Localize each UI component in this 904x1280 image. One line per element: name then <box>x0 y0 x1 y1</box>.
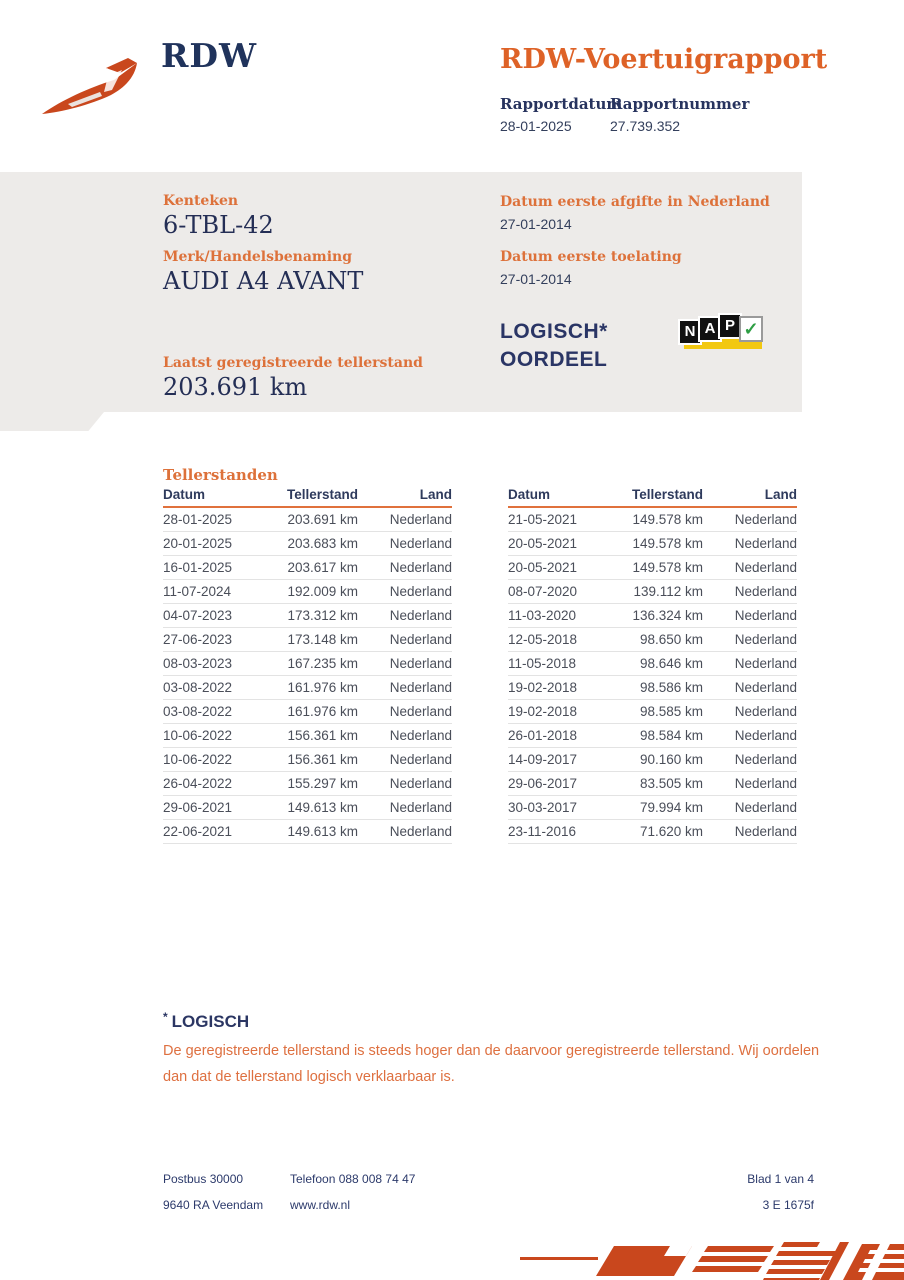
table-header-row <box>163 487 452 507</box>
table-row <box>163 652 452 676</box>
table-cell: 155.297 km <box>265 772 358 796</box>
report-date-value: 28-01-2025 <box>500 118 572 134</box>
table-row <box>508 700 797 724</box>
column-header-tellerstand: Tellerstand <box>265 487 358 507</box>
column-header-land: Land <box>358 487 452 507</box>
footnote-asterisk: * <box>163 1010 168 1024</box>
table-cell: Nederland <box>703 652 797 676</box>
tellerstanden-table-right <box>508 487 797 844</box>
table-cell: 149.578 km <box>610 556 703 580</box>
column-header-datum: Datum <box>508 487 610 507</box>
table-cell: 161.976 km <box>265 676 358 700</box>
table-cell: Nederland <box>703 748 797 772</box>
table-row <box>508 748 797 772</box>
table-row <box>163 628 452 652</box>
table-cell: 26-04-2022 <box>163 772 265 796</box>
eerste-toelating-value: 27-01-2014 <box>500 271 572 287</box>
table-cell: 11-05-2018 <box>508 652 610 676</box>
footnote-title <box>163 1010 249 1032</box>
table-cell: 10-06-2022 <box>163 748 265 772</box>
table-cell: 203.691 km <box>265 507 358 532</box>
table-cell: 83.505 km <box>610 772 703 796</box>
table-row <box>163 748 452 772</box>
table-row <box>163 556 452 580</box>
nap-letter-a: A <box>698 316 722 342</box>
oordeel-line1: LOGISCH* <box>500 320 608 343</box>
table-cell: 167.235 km <box>265 652 358 676</box>
table-cell: 04-07-2023 <box>163 604 265 628</box>
eerste-afgifte-label: Datum eerste afgifte in Nederland <box>500 194 770 210</box>
table-row <box>508 676 797 700</box>
table-cell: 156.361 km <box>265 724 358 748</box>
table-row <box>163 700 452 724</box>
table-cell: 27-06-2023 <box>163 628 265 652</box>
footer-address-line2: 9640 RA Veendam <box>163 1198 264 1212</box>
table-cell: Nederland <box>358 628 452 652</box>
column-header-land: Land <box>703 487 797 507</box>
table-cell: Nederland <box>358 676 452 700</box>
table-cell: Nederland <box>358 580 452 604</box>
eerste-afgifte-value: 27-01-2014 <box>500 216 572 232</box>
table-cell: 79.994 km <box>610 796 703 820</box>
table-cell: 98.650 km <box>610 628 703 652</box>
table-cell: Nederland <box>703 724 797 748</box>
table-cell: 20-05-2021 <box>508 556 610 580</box>
table-cell: 19-02-2018 <box>508 700 610 724</box>
table-cell: Nederland <box>358 724 452 748</box>
nap-letter-p: P <box>718 313 742 339</box>
table-cell: Nederland <box>703 556 797 580</box>
kenteken-label: Kenteken <box>163 193 239 209</box>
table-cell: 08-03-2023 <box>163 652 265 676</box>
oordeel-verdict <box>500 318 608 374</box>
table-cell: 98.585 km <box>610 700 703 724</box>
table-cell: Nederland <box>703 628 797 652</box>
table-cell: Nederland <box>358 700 452 724</box>
eerste-toelating-label: Datum eerste toelating <box>500 249 682 265</box>
table-cell: Nederland <box>358 556 452 580</box>
table-cell: 149.613 km <box>265 796 358 820</box>
table-cell: Nederland <box>358 748 452 772</box>
table-cell: Nederland <box>703 532 797 556</box>
table-cell: 149.613 km <box>265 820 358 844</box>
footer-doc-code: 3 E 1675f <box>762 1198 814 1212</box>
column-header-datum: Datum <box>163 487 265 507</box>
table-row <box>163 820 452 844</box>
table-cell: 173.148 km <box>265 628 358 652</box>
merk-value: AUDI A4 AVANT <box>163 267 364 295</box>
table-cell: 03-08-2022 <box>163 676 265 700</box>
tellerstanden-heading: Tellerstanden <box>163 466 278 484</box>
table-cell: 10-06-2022 <box>163 724 265 748</box>
table-row <box>163 676 452 700</box>
table-cell: 173.312 km <box>265 604 358 628</box>
table-cell: 12-05-2018 <box>508 628 610 652</box>
report-number-label: Rapportnummer <box>610 95 750 113</box>
table-cell: 71.620 km <box>610 820 703 844</box>
table-row <box>508 628 797 652</box>
table-cell: 149.578 km <box>610 532 703 556</box>
laatste-tellerstand-value: 203.691 km <box>163 373 308 401</box>
table-row <box>163 580 452 604</box>
table-cell: 20-01-2025 <box>163 532 265 556</box>
table-cell: 29-06-2017 <box>508 772 610 796</box>
table-cell: 203.617 km <box>265 556 358 580</box>
table-cell: 20-05-2021 <box>508 532 610 556</box>
nap-logo <box>678 311 764 353</box>
table-cell: Nederland <box>703 676 797 700</box>
table-cell: 23-11-2016 <box>508 820 610 844</box>
table-cell: 98.646 km <box>610 652 703 676</box>
rdw-wordmark: RDW <box>161 36 258 75</box>
summary-panel-tail <box>0 412 104 431</box>
rdw-feather-logo-icon <box>38 52 150 118</box>
table-cell: Nederland <box>703 580 797 604</box>
table-cell: 90.160 km <box>610 748 703 772</box>
report-date-label: Rapportdatum <box>500 95 623 113</box>
table-row <box>163 772 452 796</box>
table-row <box>163 507 452 532</box>
table-cell: Nederland <box>703 820 797 844</box>
table-cell: 26-01-2018 <box>508 724 610 748</box>
table-row <box>163 724 452 748</box>
table-cell: 21-05-2021 <box>508 507 610 532</box>
table-row <box>508 604 797 628</box>
footer-website[interactable]: www.rdw.nl <box>290 1198 351 1212</box>
table-row <box>163 532 452 556</box>
rdw-speed-stripes-graphic <box>520 1240 904 1280</box>
table-row <box>163 604 452 628</box>
table-header-row <box>508 487 797 507</box>
oordeel-line2: OORDEEL <box>500 348 608 371</box>
table-cell: 30-03-2017 <box>508 796 610 820</box>
table-cell: 03-08-2022 <box>163 700 265 724</box>
footer-phone: Telefoon 088 008 74 47 <box>290 1172 416 1186</box>
table-cell: 22-06-2021 <box>163 820 265 844</box>
column-header-tellerstand: Tellerstand <box>610 487 703 507</box>
table-cell: 29-06-2021 <box>163 796 265 820</box>
table-cell: 98.586 km <box>610 676 703 700</box>
nap-checkmark-icon: ✓ <box>739 316 763 342</box>
table-cell: 16-01-2025 <box>163 556 265 580</box>
laatste-tellerstand-label: Laatst geregistreerde tellerstand <box>163 355 423 371</box>
table-row <box>508 556 797 580</box>
footer-address-line1: Postbus 30000 <box>163 1172 244 1186</box>
table-row <box>163 796 452 820</box>
table-row <box>508 507 797 532</box>
table-cell: 136.324 km <box>610 604 703 628</box>
table-cell: Nederland <box>358 532 452 556</box>
table-cell: Nederland <box>703 796 797 820</box>
footnote-text: De geregistreerde tellerstand is steeds hoger dan de daarvoor geregistreerde tellerstand. Wij oordelen dan dat de tellerstand logisch verklaarbaar is. <box>163 1043 820 1085</box>
table-row <box>508 532 797 556</box>
table-cell: 14-09-2017 <box>508 748 610 772</box>
table-cell: 203.683 km <box>265 532 358 556</box>
table-cell: 28-01-2025 <box>163 507 265 532</box>
table-cell: Nederland <box>358 604 452 628</box>
table-cell: Nederland <box>358 507 452 532</box>
table-cell: 08-07-2020 <box>508 580 610 604</box>
table-cell: 11-03-2020 <box>508 604 610 628</box>
footer-page-number: Blad 1 van 4 <box>747 1172 814 1186</box>
table-row <box>508 724 797 748</box>
table-cell: 161.976 km <box>265 700 358 724</box>
table-row <box>508 820 797 844</box>
table-cell: 156.361 km <box>265 748 358 772</box>
kenteken-value: 6-TBL-42 <box>163 211 274 239</box>
table-cell: Nederland <box>703 700 797 724</box>
table-cell: Nederland <box>703 507 797 532</box>
table-row <box>508 772 797 796</box>
table-cell: Nederland <box>358 772 452 796</box>
table-row <box>508 796 797 820</box>
table-row <box>508 652 797 676</box>
footnote-title-text: LOGISCH <box>171 1012 250 1031</box>
table-cell: 149.578 km <box>610 507 703 532</box>
table-row <box>508 580 797 604</box>
tellerstanden-table-left <box>163 487 452 844</box>
table-cell: 192.009 km <box>265 580 358 604</box>
table-cell: Nederland <box>358 652 452 676</box>
table-cell: 98.584 km <box>610 724 703 748</box>
nap-letter-n: N <box>678 319 702 345</box>
report-number-value: 27.739.352 <box>610 118 681 134</box>
table-cell: 11-07-2024 <box>163 580 265 604</box>
table-cell: 139.112 km <box>610 580 703 604</box>
table-cell: Nederland <box>358 820 452 844</box>
merk-label: Merk/Handelsbenaming <box>163 249 353 265</box>
table-cell: 19-02-2018 <box>508 676 610 700</box>
table-cell: Nederland <box>358 796 452 820</box>
table-cell: Nederland <box>703 772 797 796</box>
table-cell: Nederland <box>703 604 797 628</box>
page-title: RDW-Voertuigrapport <box>500 44 828 75</box>
